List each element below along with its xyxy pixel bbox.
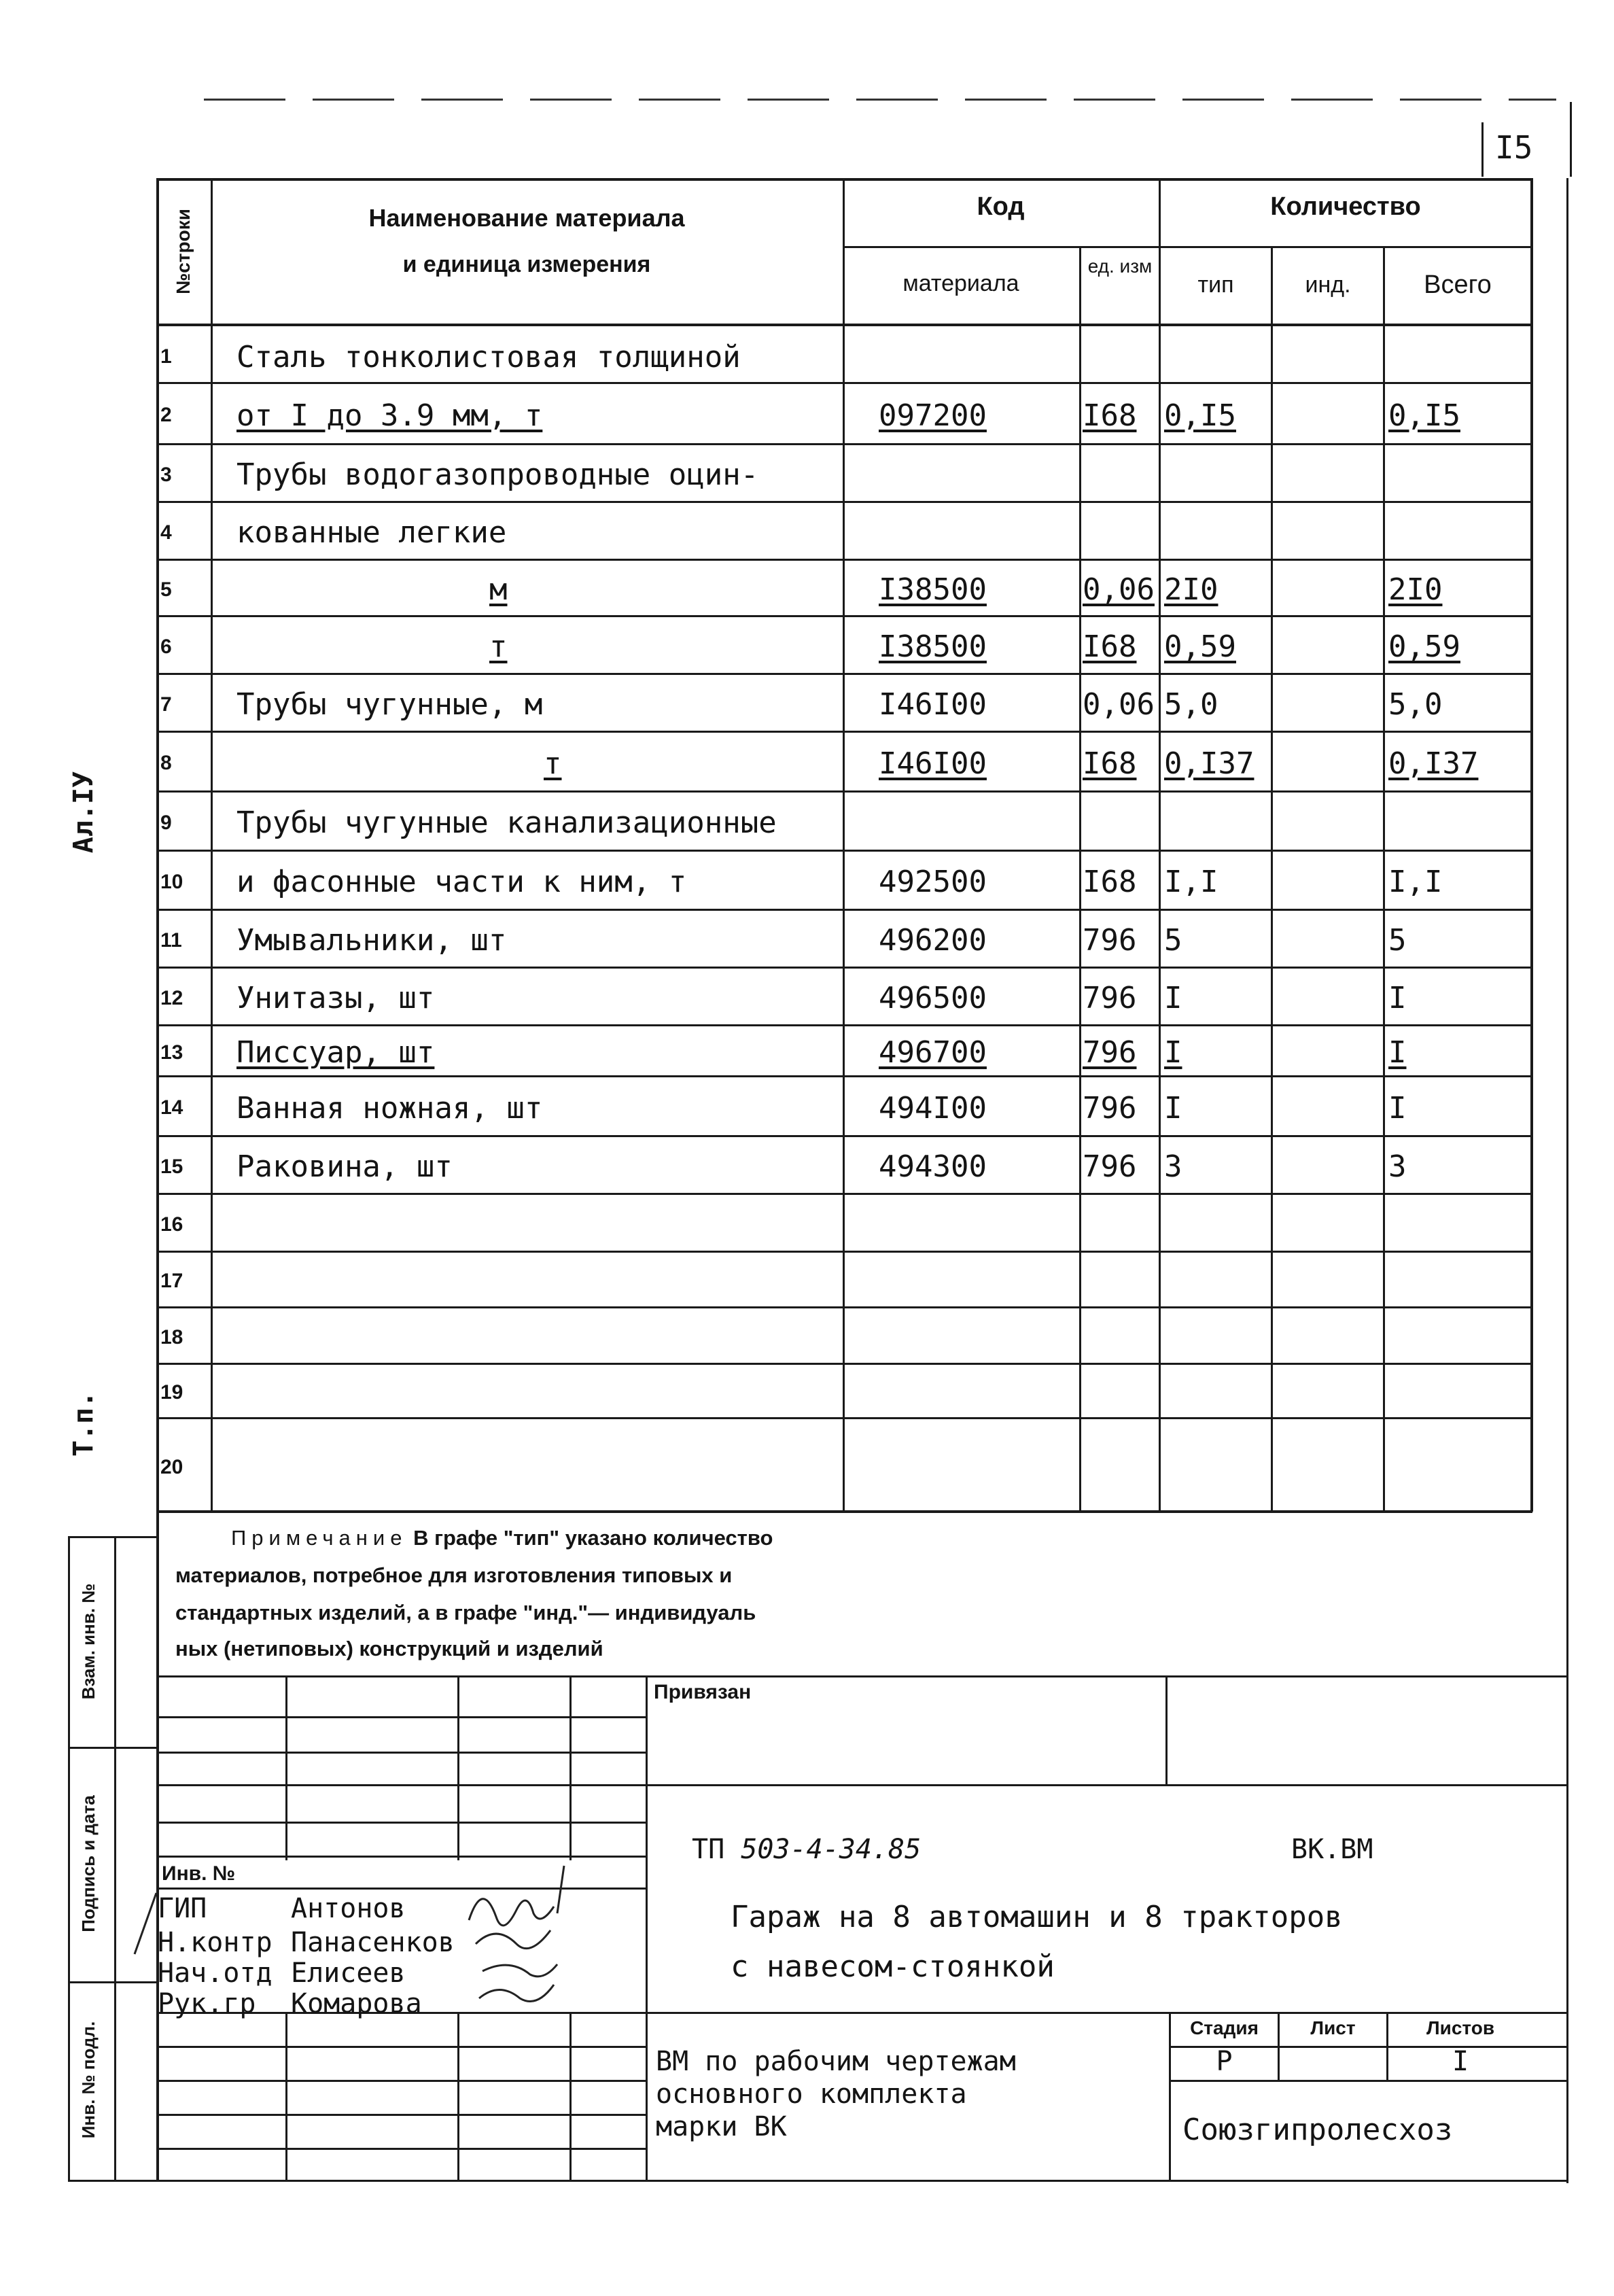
cell-total: 5,0 [1388,687,1443,722]
row-number: 12 [160,986,183,1009]
row-number: 20 [160,1455,183,1478]
cell-name: Трубы чугунные, м [236,687,543,722]
cell-total: 5 [1388,923,1407,958]
row-number: 17 [160,1270,183,1293]
cell-code: 492500 [879,865,987,899]
cell-name: м [489,572,508,607]
cell-unit: I68 [1083,629,1137,664]
inv-podl-label: Инв. № подл. [78,2021,99,2139]
cell-name: Трубы водогазопроводные оцин- [236,457,759,492]
list-label: Лист [1310,2017,1356,2038]
organization: Союзгипролесхоз [1182,2112,1453,2147]
kod-header: Код [977,192,1025,221]
signature-role: Рук.гр [158,1988,256,2019]
note-line1 [231,1526,773,1550]
listov-label: Листов [1426,2017,1495,2038]
doc-code [692,1834,921,1865]
cell-name: т [489,629,508,664]
cell-total: I [1388,981,1407,1015]
note-line4: ных (нетиповых) конструкций и изделий [175,1637,603,1660]
cell-code: 494300 [879,1149,987,1184]
note-line1-rest: В графе "тип" указано количество [413,1526,773,1550]
material-subheader: материала [902,271,1019,296]
cell-name: от I до 3.9 мм, т [236,398,543,433]
inv-no-label: Инв. № [162,1862,236,1885]
vsego-subheader: Всего [1424,271,1492,299]
cell-name: Трубы чугунные канализационные [236,805,777,840]
page-number: I5 [1495,129,1533,166]
cell-code: I38500 [879,572,987,607]
cell-tip: 0,I37 [1164,746,1255,781]
doc-mark: ВК.ВМ [1291,1834,1373,1865]
ed-izm-subheader: ед. изм [1087,256,1153,277]
title-line1: Гараж на 8 автомашин и 8 тракторов [731,1900,1343,1934]
vzam-inv-label: Взам. инв. № [78,1583,99,1700]
doc-number: 503-4-34.85 [741,1834,922,1865]
signature-name: Панасенков [291,1927,455,1958]
stadiya-value: Р [1216,2046,1233,2077]
cell-unit: I68 [1083,398,1137,433]
signature-name: Комарова [291,1988,422,2019]
row-number: 15 [160,1155,183,1178]
cell-unit: 796 [1083,923,1137,958]
row-number: 4 [160,521,172,544]
signature-role: Н.контр [158,1927,273,1958]
cell-tip: 2I0 [1164,572,1218,607]
cell-code: 494I00 [879,1090,987,1126]
cell-total: I [1388,1090,1407,1126]
cell-unit: I68 [1083,865,1137,899]
kolichestvo-header: Количество [1270,192,1421,221]
cell-tip: 5,0 [1164,687,1218,722]
row-number: 16 [160,1213,183,1236]
note-line2: материалов, потребное для изготовления типовых и [175,1563,733,1587]
cell-total: 0,59 [1388,629,1460,664]
cell-name: Раковина, шт [236,1149,453,1184]
row-number: 18 [160,1325,183,1349]
cell-tip: I [1164,1090,1182,1126]
cell-tip: I [1164,981,1182,1015]
row-number: 10 [160,870,183,893]
cell-name: т [544,746,562,781]
row-number: 3 [160,463,172,486]
cell-tip: I [1164,1035,1182,1070]
name-header-line1: Наименование материала [368,204,685,232]
cell-unit: 0,06 [1083,572,1155,607]
stadiya-label: Стадия [1190,2017,1259,2038]
row-number: 2 [160,404,172,427]
privyazan-label: Привязан [654,1681,752,1703]
row-number: 8 [160,752,172,775]
listov-value: I [1452,2046,1469,2077]
sheet-title-line2: основного комплекта [656,2078,967,2110]
cell-name: Унитазы, шт [236,981,435,1015]
signature-marks [455,1862,652,2032]
cell-name: Писсуар, шт [236,1035,435,1070]
cell-tip: I,I [1164,865,1218,899]
cell-name: кованные легкие [236,515,507,550]
row-number: 13 [160,1041,183,1064]
row-number: 5 [160,578,172,601]
doc-prefix: ТП [692,1834,725,1865]
cell-unit: 796 [1083,1035,1137,1070]
cell-code: 496700 [879,1035,987,1070]
cell-total: 0,I5 [1388,398,1460,433]
note-line3: стандартных изделий, а в графе "инд."— индивидуаль [175,1601,756,1624]
cell-code: I46I00 [879,746,987,781]
cell-unit: 796 [1083,1149,1137,1184]
cell-tip: 0,59 [1164,629,1236,664]
tip-subheader: тип [1197,272,1234,298]
side-label-al: Ал.IУ [68,771,99,854]
cell-total: 0,I37 [1388,746,1479,781]
cell-tip: 3 [1164,1149,1182,1184]
cell-tip: 5 [1164,923,1182,958]
cell-code: 496200 [879,923,987,958]
cell-total: 3 [1388,1149,1407,1184]
title-line2: с навесом-стоянкой [731,1949,1055,1984]
cell-total: 2I0 [1388,572,1443,607]
left-slash-mark [129,1890,163,1958]
side-label-tp: Т.п. [68,1391,99,1457]
cell-unit: 796 [1083,1090,1137,1126]
row-number-header: №строки [173,209,194,294]
cell-total: I [1388,1035,1407,1070]
cell-unit: I68 [1083,746,1137,781]
row-number: 7 [160,693,172,716]
sheet-title-line3: марки ВК [656,2111,787,2142]
podpis-data-label: Подпись и дата [78,1795,99,1932]
cell-code: I46I00 [879,687,987,722]
cell-tip: 0,I5 [1164,398,1236,433]
row-number: 11 [160,928,182,952]
cell-name: Сталь тонколистовая толщиной [236,339,741,375]
row-number: 19 [160,1381,183,1404]
cell-code: 097200 [879,398,987,433]
ind-subheader: инд. [1305,272,1351,298]
name-header-line2: и единица измерения [402,251,651,277]
row-number: 14 [160,1096,183,1119]
signature-role: Нач.отд [158,1958,273,1989]
cell-name: Умывальники, шт [236,923,507,958]
row-number: 9 [160,811,172,834]
signature-name: Антонов [291,1893,406,1924]
cell-unit: 0,06 [1083,687,1155,722]
note-title: Примечание [231,1526,408,1550]
signature-name: Елисеев [291,1958,406,1989]
cell-name: и фасонные части к ним, т [236,865,687,899]
cell-total: I,I [1388,865,1443,899]
cell-name: Ванная ножная, шт [236,1090,543,1126]
row-number: 6 [160,635,172,658]
cell-code: 496500 [879,981,987,1015]
signature-role: ГИП [158,1893,207,1924]
sheet-title-line1: ВМ по рабочим чертежам [656,2046,1016,2077]
row-number: 1 [160,345,172,368]
cell-code: I38500 [879,629,987,664]
cell-unit: 796 [1083,981,1137,1015]
